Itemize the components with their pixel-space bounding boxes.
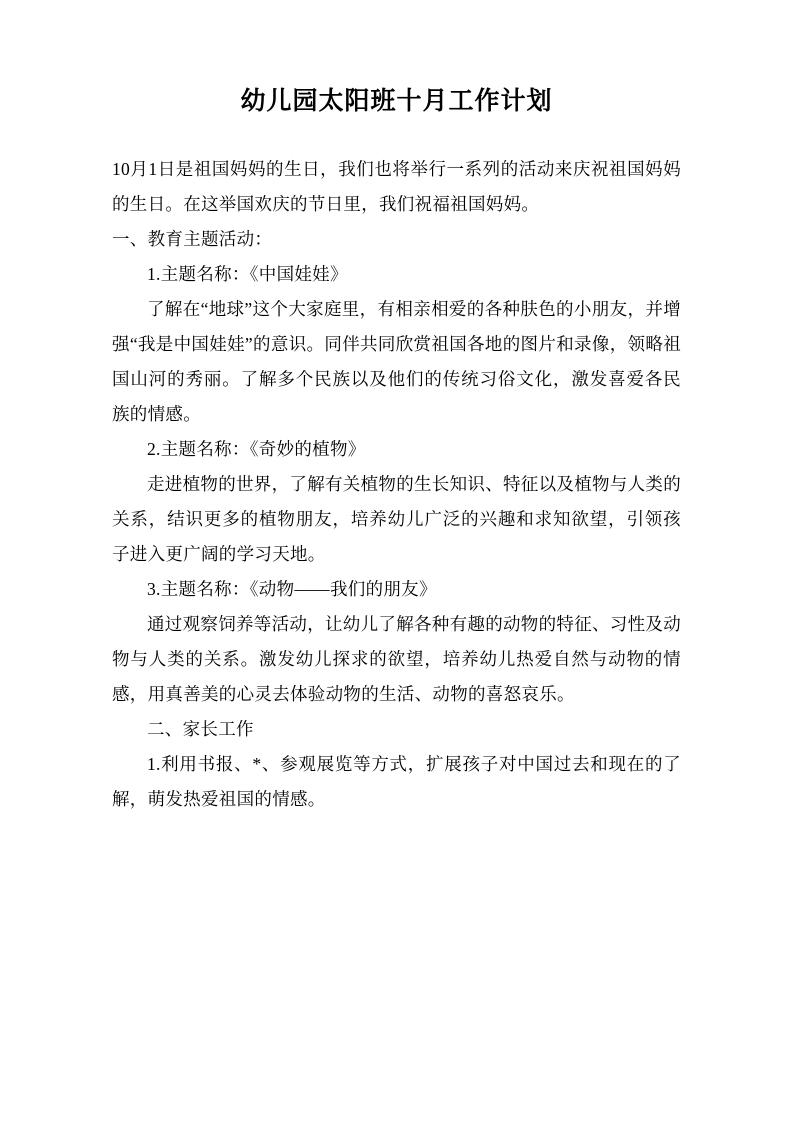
theme-3-title: 3.主题名称：《动物——我们的朋友》	[147, 579, 437, 599]
theme-2-body: 走进植物的世界，了解有关植物的生长知识、特征以及植物与人类的关系，结识更多的植物朋友，培养幼儿广泛的兴趣和求知欲望，引领孩子进入更广阔的学习天地。	[112, 474, 681, 564]
theme-2-title: 2.主题名称：《奇妙的植物》	[147, 439, 366, 459]
theme-1-body: 了解在“地球”这个大家庭里，有相亲相爱的各种肤色的小朋友，并增强“我是中国娃娃”的意识。同伴共同欣赏祖国各地的图片和录像，领略祖国山河的秀丽。了解多个民族以及他们的传统习俗文化，激发喜爱各民族的情感。	[112, 299, 681, 424]
page-title: 幼儿园太阳班十月工作计划	[240, 87, 553, 115]
section-heading-parent-work: 二、家长工作	[147, 719, 254, 739]
paragraph-intro: 10月1日是祖国妈妈的生日，我们也将举行一系列的活动来庆祝祖国妈妈的生日。在这举国欢庆的节日里，我们祝福祖国妈妈。	[112, 159, 681, 214]
section-heading-education: 一、教育主题活动：	[112, 229, 273, 249]
parent-work-item-1: 1.利用书报、*、参观展览等方式，扩展孩子对中国过去和现在的了解，萌发热爱祖国的情感。	[112, 754, 681, 809]
theme-1-title: 1.主题名称：《中国娃娃》	[147, 264, 348, 284]
theme-3-body: 通过观察饲养等活动，让幼儿了解各种有趣的动物的特征、习性及动物与人类的关系。激发幼儿探求的欲望，培养幼儿热爱自然与动物的情感，用真善美的心灵去体验动物的生活、动物的喜怒哀乐。	[112, 614, 681, 704]
